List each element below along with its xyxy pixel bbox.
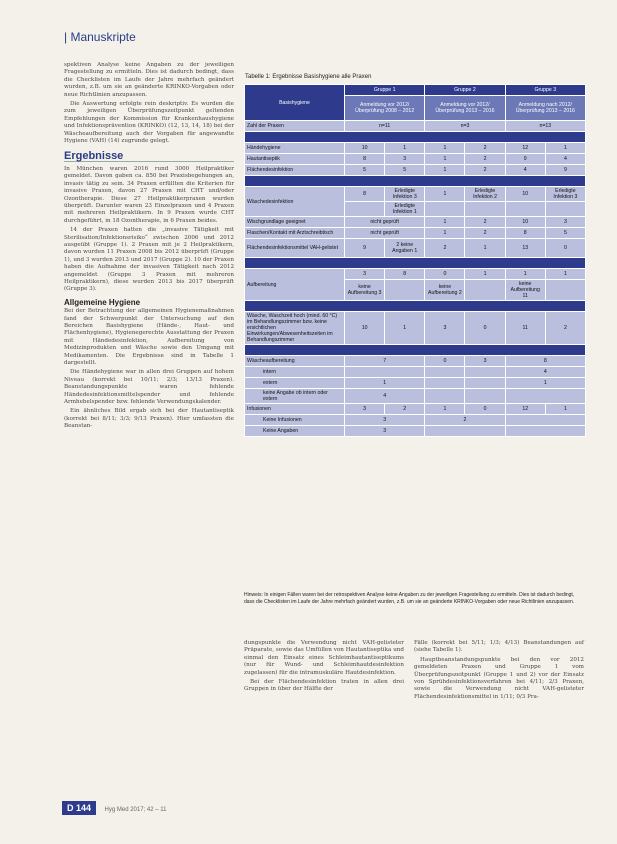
paragraph: Fälle (korrekt bei 5/11; 1/3; 4/13) Beanstandungen auf (siehe Tabelle 1). [414,640,584,654]
table-row [245,143,586,154]
paragraph: Die Auswertung erfolgte rein deskriptiv. Es wurden die zum jeweiligen Überprüfungszeitpunkt geltenden Empfehlungen der Kommission für Krankenhaushygiene und Infektionsprävention (KRINKO) (12, 13, 14, 18) bei der Wäscheaufbereitung auch der Vorgaben für angewandte Hygiene (VAH) (14) zugrunde gelegt. [64,101,234,145]
journal-citation: Hyg Med 2017; 42 – 11 [104,807,167,813]
cell [465,378,505,389]
results-heading: Ergebnisse [64,153,234,161]
cell: 2 [385,404,425,415]
cell: 1 [385,143,425,154]
cell: 3 [345,415,425,426]
cell: 3 [345,404,385,415]
cell: 10 [505,187,545,202]
group-header: Gruppe 1 [345,85,425,96]
row-label: Flaschen/Kontakt mit Arztschreibtisch [245,228,345,239]
table-row [245,404,586,415]
cell: 3 [465,356,505,367]
cell: 1 [345,378,425,389]
cell: 8 [505,228,545,239]
cell: 1 [545,404,585,415]
cell: 8 [505,356,585,367]
cell: 1 [425,217,465,228]
cell: 3 [385,154,425,165]
cell: keine Aufbereitung 3 [345,280,385,301]
divider-row [245,301,586,312]
table-row [245,426,586,437]
paragraph: Bei der Flächendesinfektion traten in allen drei Gruppen in über der Hälfte der [244,679,404,693]
row-label: keine Angabe ob intern oder extern [245,389,345,404]
general-hygiene-heading: Allgemeine Hygiene [64,297,141,307]
paragraph: 14 der Praxen hatten die „invasive Tätigkeit mit Sterilisation/Infektionsrisiko“ zwischen 2006 und 2012 ausgeübt (Gruppe 1). 2 Praxen mit je 2 Heilpraktikern, davon wurden 11 Praxen 2008 bis 2012 überprüft (Gruppe 1), und 3 wurden 2013 und 2017 (Gruppe 2). 10 der Praxen haben die Aufnahme der invasiven Tätigkeit nach 2012 angemeldet (Gruppe 3 Praxen mit mehreren Heilpraktikern), diese wurden 2013 bis 2017 überprüft (Gruppe 3). [64,227,234,293]
row-label: Aufbereitung [245,269,345,301]
paragraph: spektiven Analyse keine Angaben zu der jeweiligen Fragestellung zu ermitteln. Dies ist dadurch bedingt, dass die Checklisten im Laufe der Jahre mehrfach geändert wurden, z.B. um sie an geänderte KRINKO-Vorgaben oder neue Richtlinien anzupassen. [64,62,234,98]
cell: 1 [505,378,585,389]
table-header-row [245,85,586,96]
cell: 0 [425,269,465,280]
table-row [245,187,586,202]
paragraph: dungspunkte die Verwendung nicht VAH-gelisteter Präparate, sowie das Umfüllen von Hautantiseptika und einmal den Einsatz eines Schleimhautantiseptikums (nur für Wund- und Schleimhautdesinfektion zugelassen) für die intramuskuläre Hautdesinfektion. [244,640,404,676]
cell: 2 keine Angaben 1 [385,239,425,258]
table-row [245,389,586,404]
table-row [245,415,586,426]
cell [425,367,465,378]
table-caption: Tabelle 1: Ergebnisse Basishygiene alle Praxen [245,74,372,80]
cell: 5 [385,165,425,176]
table-row [245,165,586,176]
paragraph: Bei der Betrachtung der allgemeinen Hygienemaßnahmen fand der Schwerpunkt der Untersuchung auf den Bereichen Basishygiene (Hände-, Haut- und Flächenhygiene), Hygienegerechte Ausstattung der Praxen mit Händedesinfektion, Aufbereitung von Medizinprodukten und Wäsche sowie den Umgang mit Medikamenten. Die Ergebnisse sind in Tabelle 1 dargestellt. [64,308,234,367]
cell: 1 [425,165,465,176]
cell: 9 [505,154,545,165]
cell: 13 [505,239,545,258]
cell: 4 [505,367,585,378]
row-label: Flächendesinfektion [245,165,345,176]
cell: 2 [465,228,505,239]
cell: 0 [465,404,505,415]
cell: 2 [545,312,585,345]
column-1 [64,62,234,433]
cell: 3 [345,269,385,280]
hygiene-table [244,84,586,437]
cell: 2 [465,154,505,165]
cell: nicht geprüft [345,228,425,239]
table-row [245,312,586,345]
column-2 [244,640,404,696]
cell: 10 [345,143,385,154]
cell: Erledigte Infektion 3 [385,187,425,202]
group-subheader: Anmeldung vor 2012/Überprüfung 2008 – 2012 [345,96,425,121]
page-number: D 144 [62,801,96,815]
divider-row [245,345,586,356]
row-label: extern [245,378,345,389]
cell: 3 [545,217,585,228]
group-header: Gruppe 3 [505,85,585,96]
row-label: Keine Angaben [245,426,345,437]
table-corner: Basishygiene [245,85,345,121]
cell: 0 [465,312,505,345]
page-footer [62,803,166,813]
cell: 8 [385,269,425,280]
paragraph: Die Händehygiene war in allen drei Gruppen auf hohem Niveau (korrekt bei 10/11; 2/3; 13/13 Praxen). Beanstandungspunkte waren fehlende Händedesinfektionsmittelspender und fehlende Armhebelspender bzw. fehlende Verwendungskalender. [64,369,234,406]
cell: 8 [345,154,385,165]
cell: n=11 [345,121,425,132]
row-label: Wäsche, Waschzeit hoch (mind. 60 °C) im Behandlungszimmer bzw. keine ersichtlichen Einwirkungen/Abwesenheitszeiten im Behandlungszimmer [245,312,345,345]
divider-row [245,258,586,269]
cell: 1 [385,312,425,345]
cell: keine Aufbereitung 2 [425,280,465,301]
table-row [245,356,586,367]
cell: 1 [425,187,465,202]
cell: 1 [465,239,505,258]
group-subheader: Anmeldung vor 2012/Überprüfung 2013 – 2016 [425,96,505,121]
cell: 1 [425,143,465,154]
cell: 0 [425,356,465,367]
cell: 1 [545,143,585,154]
column-3 [414,640,584,703]
table-row [245,269,586,280]
divider-row [245,132,586,143]
cell: 2 [425,415,505,426]
cell: 2 [465,217,505,228]
cell: 4 [505,165,545,176]
cell: 8 [345,187,385,202]
cell: 2 [425,239,465,258]
cell: 7 [345,356,425,367]
paragraph: In München waren 2016 rund 3000 Heilpraktiker gemeldet. Davon gaben ca. 850 bei Praxisbegehungen an, invasiv tätig zu sein. 34 Praxen erfüllten die Kriterien für invasive Praxen, davon 27 Praxen mit CHT und/oder Ozontherapie. Diese 27 Heilpraktikerpraxen wurden überprüft. Darunter waren 23 Einzelpraxen und 4 Praxen mit mehreren Heilpraktikern. In 9 Praxen wurde CHT durchgeführt, in 18 Ozontherapie, in 6 Praxen beides. [64,165,234,224]
cell: 12 [505,143,545,154]
cell: keine Aufbereitung 11 [505,280,545,301]
cell: 1 [425,404,465,415]
paragraph: Ein ähnliches Bild ergab sich bei der Hautantiseptik (korrekt bei 8/11; 3/3; 9/13 Praxen). Hier umfassten die Beanstan- [64,408,234,430]
cell: 1 [505,269,545,280]
cell: 4 [545,154,585,165]
paragraph: Hauptbeanstandungspunkte bei den vor 2012 gemeldeten Praxen und Gruppe 1 vom Überprüfungszeitpunkt (Gruppe 1 und 2) vor der Einsatz von Sprühdesinfektionsverfahren bei 4/11; 2/3 Praxen, sowie die Verwendung nicht VAH-gelisteter Flächendesinfektionsmittel in 1/11; 0/3 Pra- [414,656,584,700]
cell: 3 [425,312,465,345]
cell [345,367,425,378]
cell: nicht geprüft [345,217,425,228]
cell: 3 [345,426,425,437]
cell: 1 [425,154,465,165]
cell: 5 [545,228,585,239]
group-subheader: Anmeldung nach 2012/Überprüfung 2013 – 2016 [505,96,585,121]
table-row [245,367,586,378]
cell: 1 [465,269,505,280]
row-label: Wäscheaufbereitung [245,356,345,367]
cell: 2 [465,165,505,176]
cell: 9 [545,165,585,176]
section-header: | Manuskripte [64,30,136,44]
row-label: Wäschedesinfektion [245,187,345,217]
table-row [245,154,586,165]
table-row [245,239,586,258]
cell [465,367,505,378]
cell: 1 [425,228,465,239]
row-label: Wischgrundlage geeignet [245,217,345,228]
cell: Erledigte Infektion 1 [385,202,425,217]
cell: 5 [345,165,385,176]
cell: 9 [345,239,385,258]
divider-row [245,176,586,187]
cell: 10 [345,312,385,345]
cell: 11 [505,312,545,345]
row-label: Zahl der Praxen [245,121,345,132]
table-row [245,378,586,389]
cell: n=13 [505,121,585,132]
cell: 10 [505,217,545,228]
table-row [245,121,586,132]
cell: 2 [465,143,505,154]
row-label: Händehygiene [245,143,345,154]
group-header: Gruppe 2 [425,85,505,96]
row-label: intern [245,367,345,378]
cell: 4 [345,389,425,404]
cell: 0 [545,239,585,258]
row-label: Infusionen [245,404,345,415]
cell [425,378,465,389]
cell: 12 [505,404,545,415]
table-row [245,228,586,239]
cell: Erledigte Infektion 3 [545,187,585,202]
cell: 1 [545,269,585,280]
cell: n=3 [425,121,505,132]
row-label: Hautantiseptik [245,154,345,165]
cell: Erledigte Infektion 2 [465,187,505,202]
row-label: Keine Infusionen [245,415,345,426]
table-note: Hinweis: In einigen Fällen waren bei der retrospektiven Analyse keine Angaben zu der jeweiligen Fragestellung zu ermitteln. Dies ist dadurch bedingt, dass die Checklisten im Laufe der Jahre mehrfach geändert wurden, z.B. um sie an geänderte KRINKO-Vorgaben oder neue Richtlinien anzupassen. [244,592,575,605]
row-label: Flächendesinfektionsmittel VAH-gelistet [245,239,345,258]
table-row [245,217,586,228]
